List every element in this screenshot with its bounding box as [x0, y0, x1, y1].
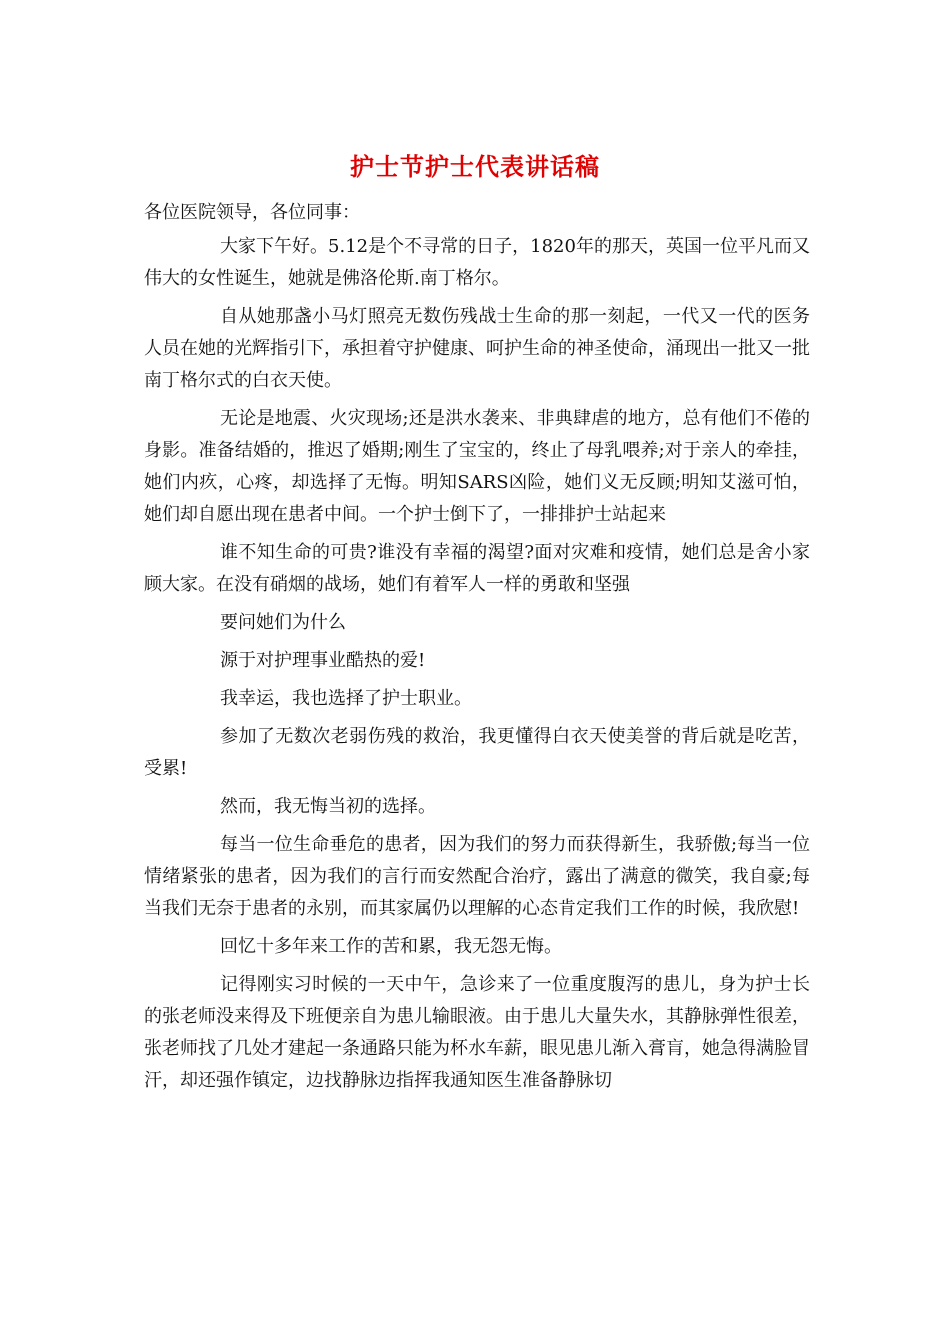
paragraph: 自从她那盏小马灯照亮无数伤残战士生命的那一刻起，一代又一代的医务人员在她的光辉指引下，承担着守护健康、呵护生命的神圣使命，涌现出一批又一批南丁格尔式的白衣天使。	[144, 306, 810, 391]
paragraph: 源于对护理事业酷热的爱!	[220, 650, 426, 671]
paragraph: 然而，我无悔当初的选择。	[220, 796, 436, 817]
paragraph: 记得刚实习时候的一天中午，急诊来了一位重度腹泻的患儿，身为护士长的张老师没来得及下班便亲自为患儿输眼液。由于患儿大量失水，其静脉弹性很差，张老师找了几处才建起一条通路只能为杯水车薪，眼见患儿渐入膏肓，她急得满脸冒汗，却还强作镇定，边找静脉边指挥我通知医生准备静脉切	[144, 974, 810, 1091]
paragraph: 每当一位生命垂危的患者，因为我们的努力而获得新生，我骄傲;每当一位情绪紧张的患者，因为我们的言行而安然配合治疗，露出了满意的微笑，我自豪;每当我们无奈于患者的永别，而其家属仍以理解的心态肯定我们工作的时候，我欣慰!	[144, 834, 810, 919]
paragraph: 无论是地震、火灾现场;还是洪水袭来、非典肆虐的地方，总有他们不倦的身影。准备结婚的，推迟了婚期;刚生了宝宝的，终止了母乳喂养;对于亲人的牵挂，她们内疚，心疼，却选择了无悔。明知SARS凶险，她们义无反顾;明知艾滋可怕，她们却自愿出现在患者中间。一个护士倒下了，一排排护士站起来	[144, 408, 810, 525]
document-body	[144, 197, 810, 1103]
paragraph: 参加了无数次老弱伤残的救治，我更懂得白衣天使美誉的背后就是吃苦，受累!	[144, 726, 810, 779]
paragraph: 谁不知生命的可贵?谁没有幸福的渴望?面对灾难和疫情，她们总是舍小家顾大家。在没有硝烟的战场，她们有着军人一样的勇敢和坚强	[144, 542, 810, 595]
document-title: 护士节护士代表讲话稿	[350, 152, 600, 181]
paragraph: 大家下午好。5.12是个不寻常的日子，1820年的那天，英国一位平凡而又伟大的女性诞生，她就是佛洛伦斯.南丁格尔。	[144, 236, 810, 289]
paragraph: 回忆十多年来工作的苦和累，我无怨无悔。	[220, 936, 562, 957]
paragraph: 要问她们为什么	[220, 612, 346, 633]
paragraph: 我幸运，我也选择了护士职业。	[220, 688, 472, 709]
salutation: 各位医院领导，各位同事：	[144, 202, 360, 223]
